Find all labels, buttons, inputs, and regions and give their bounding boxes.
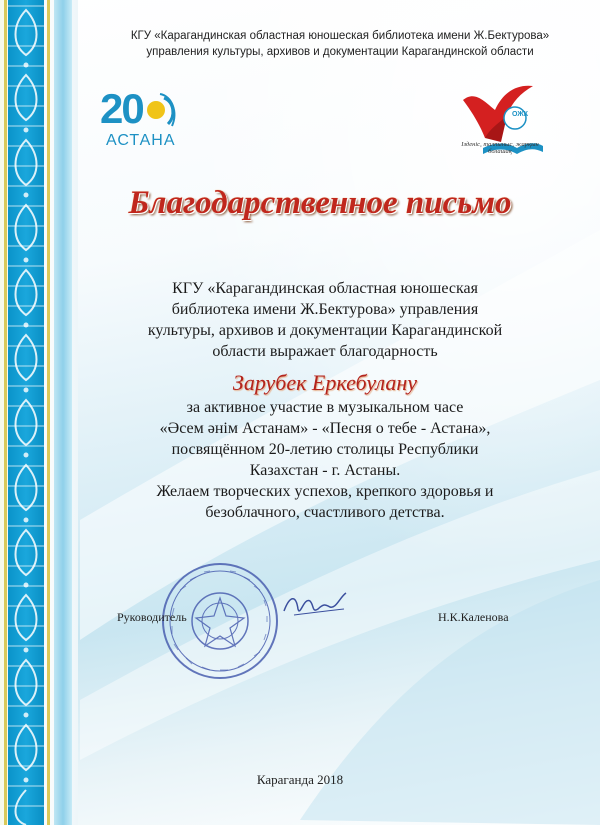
body-line: КГУ «Карагандинская областная юношеская (172, 280, 478, 297)
sun-wing-icon (138, 90, 178, 130)
reason-paragraph (90, 397, 560, 523)
signatory-role: Руководитель (117, 610, 187, 624)
body-line: культуры, архивов и документации Карагандинской (147, 322, 503, 339)
signatory-name: Н.К.Каленова (438, 610, 509, 624)
reason-line: Желаем творческих успехов, крепкого здоровья и (156, 483, 494, 500)
body-line: области выражает благодарность (212, 343, 438, 360)
reason-line: Казахстан - г. Астаны. (249, 462, 401, 479)
reason-line: посвящённом 20-летию столицы Республики (171, 441, 479, 458)
document-title: Благодарственное письмо (128, 185, 512, 221)
light-blue-bar (54, 0, 72, 825)
logo-number: 20 (100, 85, 143, 132)
reason-line: безоблачного, счастливого детства. (205, 504, 445, 521)
header-line-1: КГУ «Карагандинская областная юношеская библиотека имени Ж.Бектурова» (130, 30, 550, 42)
logo-caption: Ізденіс, талпыныс, жарқын болашақ (461, 141, 539, 155)
body-line: библиотека имени Ж.Бектурова» управления (171, 301, 479, 318)
reason-line: за активное участие в музыкальном часе (186, 399, 464, 416)
body-paragraph (100, 278, 550, 362)
issuer-header (105, 28, 575, 60)
handwritten-signature (280, 587, 350, 621)
header-line-2: управления культуры, архивов и документации Карагандинской области (146, 46, 534, 58)
recipient-name: Зарубек Еркебулану (232, 370, 418, 395)
kazakh-ornament-icon (8, 0, 44, 825)
gold-divider-left (4, 0, 7, 825)
place-and-year: Караганда 2018 (256, 772, 344, 787)
reason-line: «Әсем әнім Астанам» - «Песня о тебе - Астана», (159, 420, 491, 437)
logo-badge: ОЖК (512, 111, 528, 118)
gold-divider-right (47, 0, 50, 825)
logo-city: АСТАНА (106, 132, 176, 149)
astana-20-logo (100, 85, 190, 150)
